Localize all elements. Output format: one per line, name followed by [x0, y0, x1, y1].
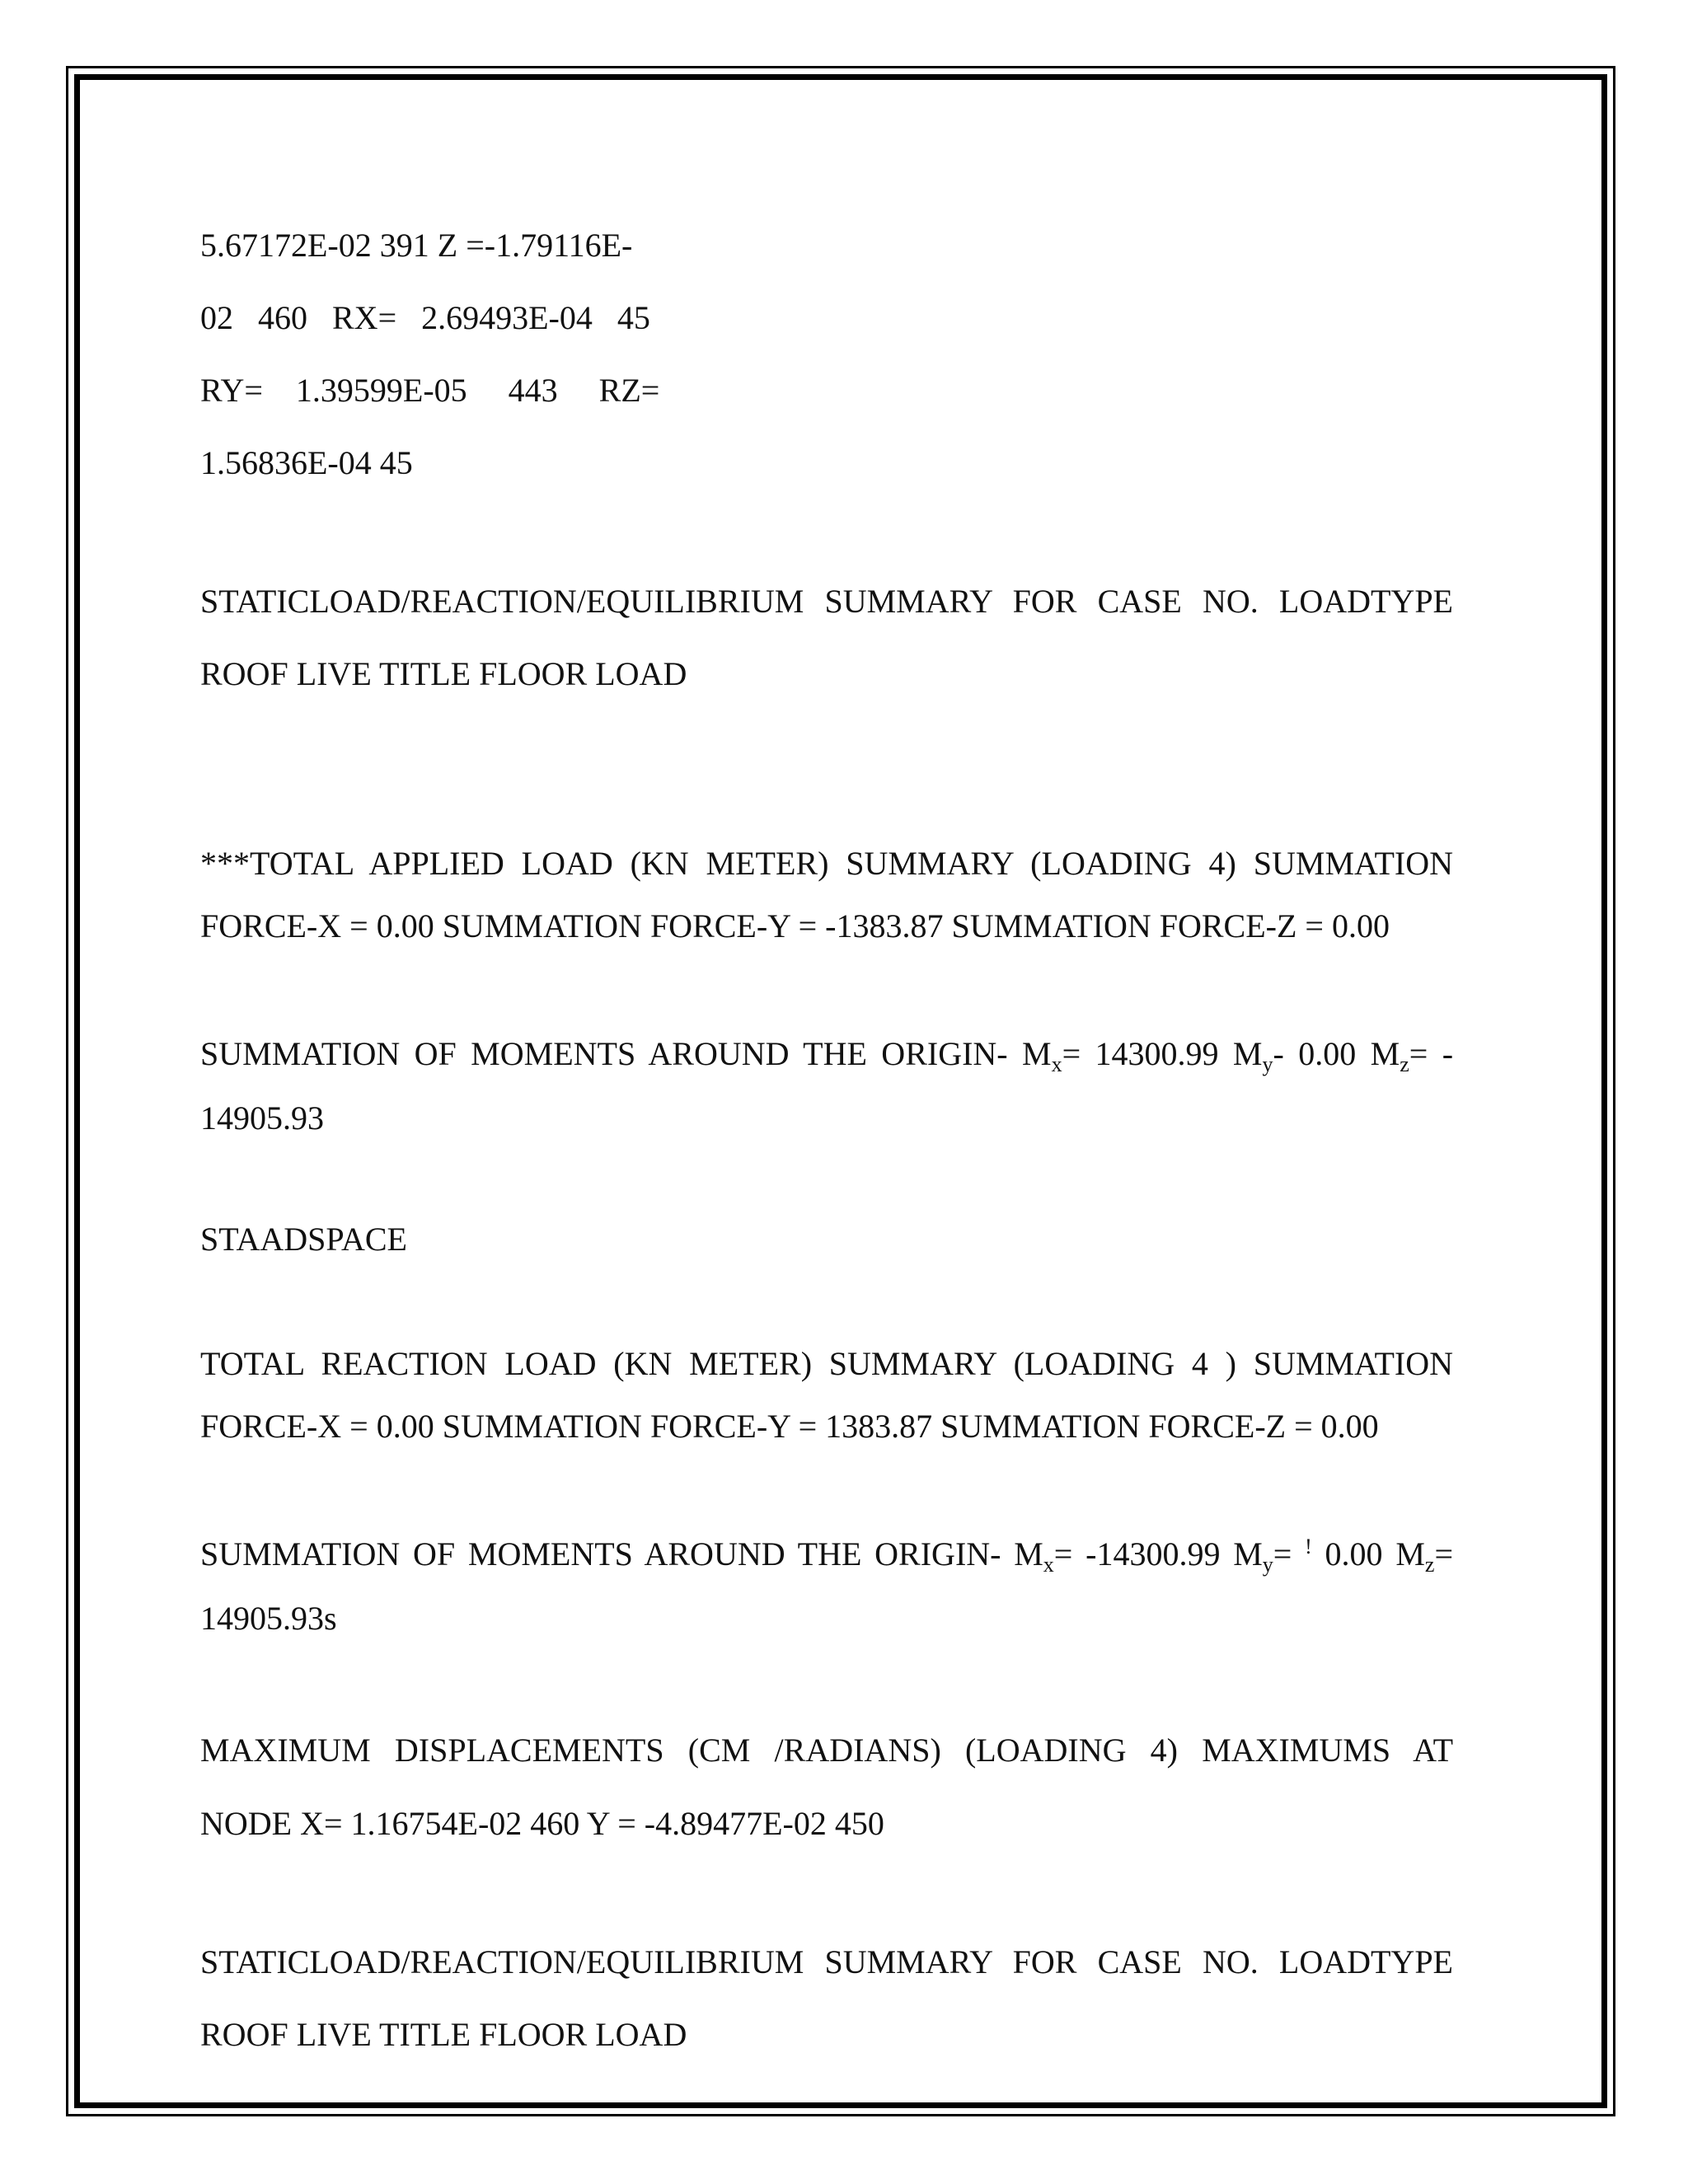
moments-line: 14905.93 — [200, 1099, 324, 1137]
moments-line: SUMMATION OF MOMENTS AROUND THE ORIGIN- $M_x= -14300.99$ $M_y= ^!$ 0.00 $M_z=$ — [200, 1535, 1453, 1577]
text-line: 5.67172E-02 391 Z =-1.79116E- — [200, 227, 633, 264]
summary-heading-line: ROOF LIVE TITLE FLOOR LOAD — [200, 655, 687, 692]
text-line: 1.56836E-04 45 — [200, 444, 413, 481]
displacement-line: MAXIMUM DISPLACEMENTS (CM /RADIANS) (LOADING 4) MAXIMUMS AT — [200, 1732, 1453, 1769]
reaction-load-line: TOTAL REACTION LOAD (KN METER) SUMMARY (LOADING 4 ) SUMMATION — [200, 1345, 1453, 1382]
reaction-load-line: FORCE-X = 0.00 SUMMATION FORCE-Y = 1383.87 SUMMATION FORCE-Z = 0.00 — [200, 1408, 1379, 1445]
applied-load-line: ***TOTAL APPLIED LOAD (KN METER) SUMMARY (LOADING 4) SUMMATION — [200, 845, 1453, 882]
moments-line: SUMMATION OF MOMENTS AROUND THE ORIGIN- $M_x= 14300.99$ $M_y-$ 0.00 $M_z=$ - — [200, 1035, 1454, 1076]
moments-line: 14905.93s — [200, 1600, 337, 1637]
displacement-line: NODE X= 1.16754E-02 460 Y = -4.89477E-02 450 — [200, 1805, 884, 1842]
summary-heading-line: STATICLOAD/REACTION/EQUILIBRIUM SUMMARY FOR CASE NO. LOADTYPE — [200, 1943, 1453, 1980]
summary-heading-line: ROOF LIVE TITLE FLOOR LOAD — [200, 2016, 687, 2053]
applied-load-line: FORCE-X = 0.00 SUMMATION FORCE-Y = -1383.87 SUMMATION FORCE-Z = 0.00 — [200, 907, 1390, 944]
summary-heading-line: STATICLOAD/REACTION/EQUILIBRIUM SUMMARY FOR CASE NO. LOADTYPE — [200, 583, 1453, 620]
text-line: 02 460 RX= 2.69493E-04 45 — [200, 299, 650, 336]
text-line: RY= 1.39599E-05 443 RZ= — [200, 372, 660, 409]
staad-space-label: STAADSPACE — [200, 1221, 407, 1258]
